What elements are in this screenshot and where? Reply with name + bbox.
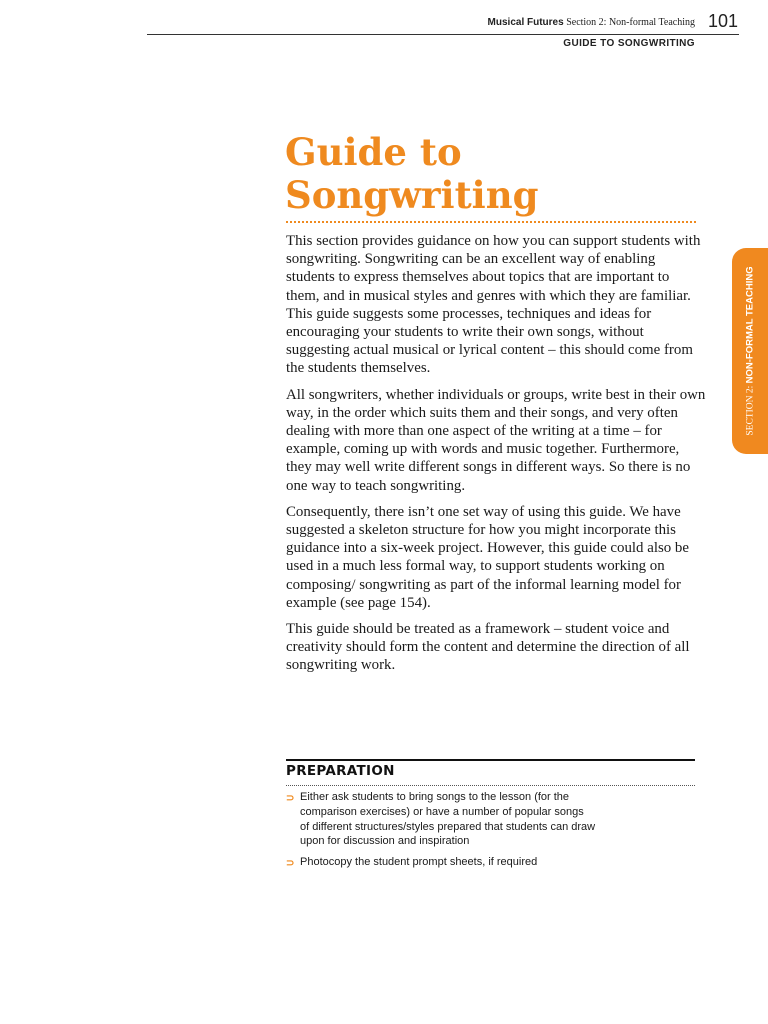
body-paragraph: This guide should be treated as a framework – student voice and creativity should form the content and determine the direction of all songwriting work. (286, 621, 690, 674)
page-title (285, 131, 705, 217)
body-paragraph: This section provides guidance on how you can support students with songwriting. Songwriting can be an excellent way of enabling students to express themselves about topics that are important to them, and in musical styles and genres with which they are familiar. This guide suggests some processes, techniques and ideas for encouraging your students to write their own songs, without suggesting actual musical or lyrical content – this should come from the students themselves. (286, 233, 701, 377)
list-item-line: Either ask students to bring songs to the lesson (for the (300, 791, 570, 803)
orange-circle-arrow-icon: ⊃ (286, 858, 295, 870)
list-item-line: comparison exercises) or have a number of popular songs (300, 805, 584, 818)
header-divider (147, 34, 739, 35)
side-tab-prefix: SECTION 2: (745, 383, 756, 436)
header-meta (488, 17, 695, 28)
side-tab-label (745, 266, 756, 435)
page-title-line-2: Songwriting (285, 173, 539, 217)
page-title-line-1: Guide to (285, 130, 462, 174)
list-item-line: Photocopy the student prompt sheets, if required (300, 856, 538, 869)
side-tab-title: NON-FORMAL TEACHING (744, 266, 756, 384)
preparation-list (286, 790, 686, 876)
orange-circle-arrow-icon: ⊃ (286, 793, 295, 804)
title-dotted-divider (286, 221, 696, 223)
page-number: 101 (707, 11, 738, 31)
body-paragraph: Consequently, there isn’t one set way of using this guide. We have suggested a skeleton structure for how you might incorporate this guidance into a six-week project. However, this guide could also be used in a much less formal way, to support students working on composing/ songwriting as part of the informal learning model for example (see page 154). (286, 503, 689, 611)
preparation-top-rule (286, 759, 695, 761)
list-item-line: upon for discussion and inspiration (300, 835, 470, 848)
preparation-dotted-divider (286, 785, 695, 786)
list-item-line: of different structures/styles prepared that students can draw (300, 820, 596, 833)
header-subtitle: GUIDE TO SONGWRITING (563, 38, 695, 49)
list-item (286, 855, 686, 870)
section-side-tab (732, 248, 768, 454)
header-brand: Musical Futures (487, 17, 564, 28)
header-section-label: Section 2: Non-formal Teaching (566, 17, 695, 28)
list-item (286, 790, 686, 849)
preparation-heading: PREPARATION (286, 763, 395, 779)
body-paragraph: All songwriters, whether individuals or groups, write best in their own way, in the order which suits them and their songs, and very often dealing with more than one aspect of the writing at a time – for example, coming up with words and music together. Furthermore, they may well write different songs in different ways. So there is no one way to teach songwriting. (286, 386, 706, 494)
body-text (286, 232, 706, 683)
